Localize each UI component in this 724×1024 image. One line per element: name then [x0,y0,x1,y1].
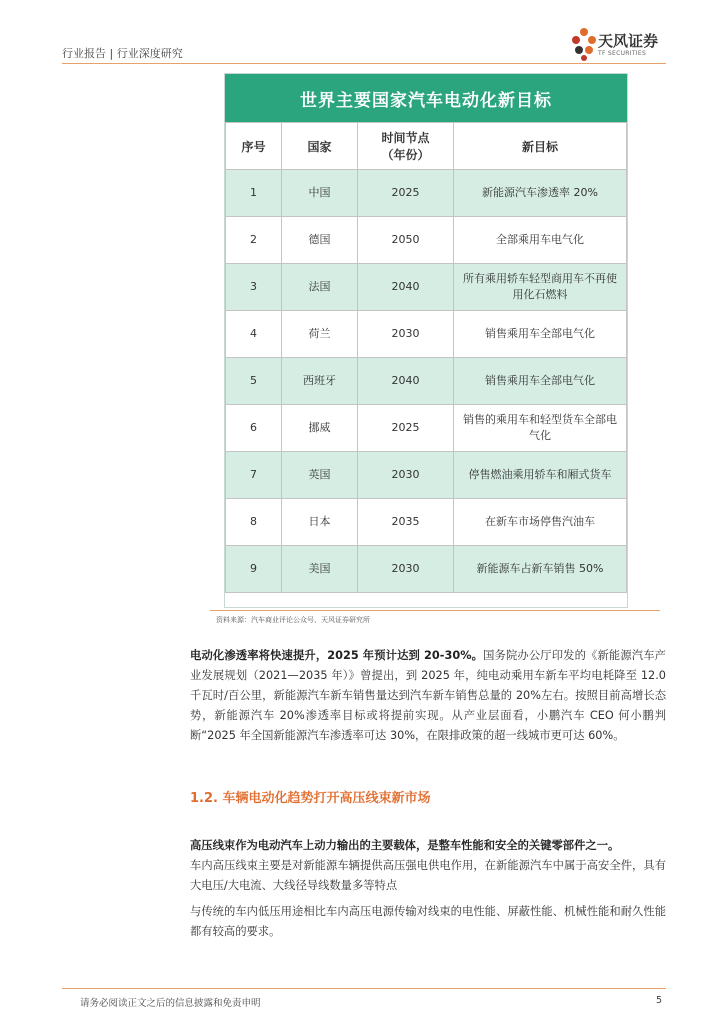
cell-goal: 在新车市场停售汽油车 [454,499,627,546]
cell-country: 英国 [282,452,358,499]
goals-table [225,122,627,593]
cell-country: 法国 [282,264,358,311]
cell-goal: 新能源车占新车销售 50% [454,546,627,593]
cell-index: 7 [226,452,282,499]
cell-year: 2030 [358,311,454,358]
table-row [226,170,627,217]
header-year: 时间节点 （年份） [358,123,454,170]
cell-country: 日本 [282,499,358,546]
cell-country: 荷兰 [282,311,358,358]
footer-divider [62,988,666,989]
header-index: 序号 [226,123,282,170]
table-row [226,311,627,358]
report-category: 行业报告 | 行业深度研究 [62,47,183,60]
table-row [226,499,627,546]
cell-year: 2040 [358,264,454,311]
cell-year: 2040 [358,358,454,405]
cell-goal: 销售乘用车全部电气化 [454,311,627,358]
cell-year: 2030 [358,546,454,593]
cell-country: 挪威 [282,405,358,452]
footer-disclaimer: 请务必阅读正文之后的信息披露和免责申明 [80,998,261,1009]
section-heading: 1.2. 车辆电动化趋势打开高压线束新市场 [190,791,431,806]
cell-index: 9 [226,546,282,593]
table-header-row [226,123,627,170]
table-row [226,217,627,264]
cell-goal: 全部乘用车电气化 [454,217,627,264]
cell-country: 中国 [282,170,358,217]
cell-year: 2025 [358,405,454,452]
cell-index: 2 [226,217,282,264]
table-row [226,546,627,593]
header-country: 国家 [282,123,358,170]
paragraph-harness [190,836,666,896]
logo-name: 天风证券 [598,32,659,50]
cell-index: 6 [226,405,282,452]
table-row [226,264,627,311]
cell-country: 德国 [282,217,358,264]
paragraph-lead: 高压线束作为电动汽车上动力输出的主要载体，是整车性能和安全的关键零部件之一。 [190,839,620,852]
table-source: 资料来源：汽车商业评论公众号、天风证券研究所 [216,616,370,624]
cell-year: 2030 [358,452,454,499]
cell-goal: 新能源汽车渗透率 20% [454,170,627,217]
cell-country: 西班牙 [282,358,358,405]
goals-table-figure [224,73,628,608]
cell-year: 2050 [358,217,454,264]
cell-index: 1 [226,170,282,217]
cell-index: 3 [226,264,282,311]
paragraph-penetration [190,646,666,746]
cell-goal: 销售乘用车全部电气化 [454,358,627,405]
paragraph-lead: 电动化渗透率将快速提升，2025 年预计达到 20-30%。 [190,649,484,662]
cell-goal: 停售燃油乘用轿车和厢式货车 [454,452,627,499]
cell-year: 2025 [358,170,454,217]
cell-goal: 销售的乘用车和轻型货车全部电气化 [454,405,627,452]
caption-divider [210,610,660,611]
paragraph-body: 国务院办公厅印发的《新能源汽车产业发展规划（2021—2035 年）》曾提出，到 2025 年，纯电动乘用车新车平均电耗降至 12.0 千瓦时/百公里，新能源汽车新车销售量达到汽车新车销售总量的 20%左右。按照目前高增长态势，新能源汽车 20%渗透率目标或将提前实现。从产业层面看，小鹏汽车 CEO 何小鹏判断“2025 年全国新能源汽车渗透率可达 30%，在限排政策的超一线城市更可达 60%。 [190,649,666,742]
cell-year: 2035 [358,499,454,546]
logo-petals-icon [570,26,598,62]
paragraph-requirements: 与传统的车内低压用途相比车内高压电源传输对线束的电性能、屏蔽性能、机械性能和耐久性能都有较高的要求。 [190,905,666,938]
table-title: 世界主要国家汽车电动化新目标 [225,74,627,122]
cell-country: 美国 [282,546,358,593]
table-row [226,452,627,499]
cell-index: 8 [226,499,282,546]
paragraph-body: 车内高压线束主要是对新能源车辆提供高压强电供电作用，在新能源汽车中属于高安全件，具有大电压/大电流、大线径导线数量多等特点 [190,859,666,892]
logo-subtitle: TF SECURITIES [598,50,647,57]
cell-index: 4 [226,311,282,358]
company-logo [570,26,680,66]
table-row [226,358,627,405]
table-row [226,405,627,452]
cell-goal: 所有乘用轿车轻型商用车不再使用化石燃料 [454,264,627,311]
cell-index: 5 [226,358,282,405]
header-goal: 新目标 [454,123,627,170]
page-number: 5 [656,995,663,1006]
